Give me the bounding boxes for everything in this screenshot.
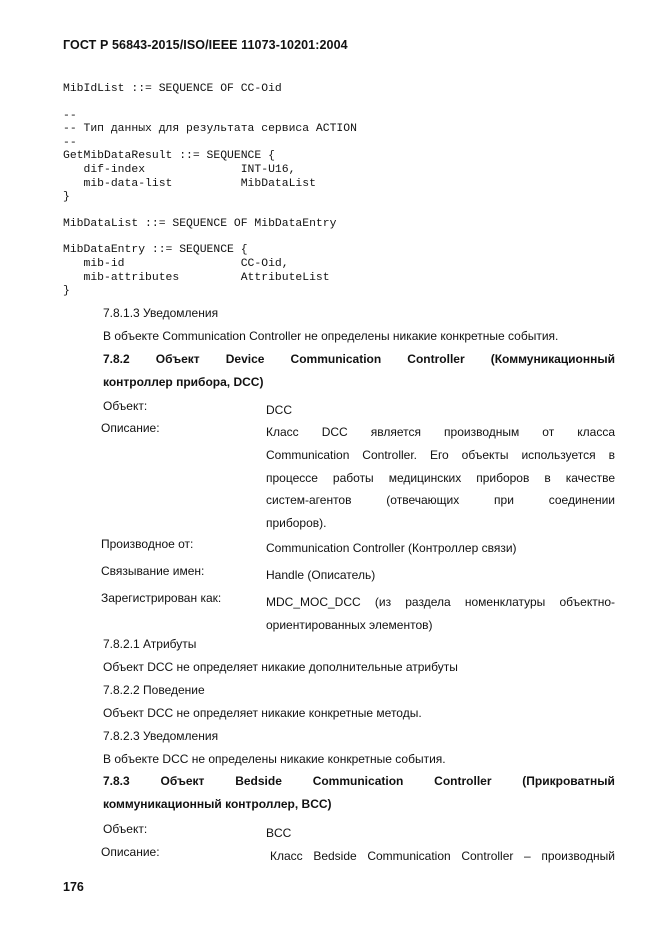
code-line: -- [63,136,77,149]
heading-word: 7.8.3 [103,774,130,788]
paragraph: Объект DCC не определяет никакие конкретные методы. [103,706,422,720]
section-heading-7-8-2 [103,352,615,389]
code-line: MibDataEntry ::= SEQUENCE { [63,244,248,257]
definition-value: Communication Controller (Контроллер связи) [266,541,517,555]
asn1-code-block [63,83,357,299]
definition-value [266,421,615,535]
code-line: -- [63,109,77,122]
heading-word: Объект [160,774,205,788]
section-title-7-8-1-3: 7.8.1.3 Уведомления [103,306,219,320]
definition-value: DCC [266,403,292,417]
heading-word: Communication [312,774,404,788]
description-line: систем-агентов (отвечающих при соединении [266,493,615,508]
heading-word: 7.8.2 [103,352,130,366]
code-line: dif-index INT-U16, [63,163,296,176]
heading-line [103,352,615,375]
heading-word: Device [225,352,265,366]
definition-label: Объект: [103,822,148,836]
code-line: mib-id CC-Oid, [63,257,289,270]
definition-label: Описание: [101,845,160,859]
heading-word: Объект [155,352,200,366]
document-header: ГОСТ Р 56843-2015/ISO/IEEE 11073-10201:2004 [63,38,348,52]
paragraph: В объекте DCC не определены никакие конкретные события. [103,752,446,766]
code-line: -- Тип данных для результата сервиса ACTION [63,123,357,136]
definition-value [266,845,615,868]
heading-word: Communication [290,352,382,366]
definition-value: Handle (Описатель) [266,568,376,582]
description-line: Класс DCC является производным от класса [266,425,615,439]
heading-word: Controller [434,774,492,788]
code-line: mib-attributes AttributeList [63,271,330,284]
paragraph: Объект DCC не определяет никакие дополнительные атрибуты [103,660,458,674]
code-line [63,97,357,110]
description-line: Communication Controller. Его объекты используется в [266,447,615,462]
heading-line [103,774,615,797]
definition-label: Описание: [101,421,160,435]
description-line: Класс Bedside Communication Controller – производный [270,849,615,863]
code-line: MibIdList ::= SEQUENCE OF CC-Oid [63,83,282,95]
section-title-7-8-2-2: 7.8.2.2 Поведение [103,683,205,697]
code-line: } [63,285,70,298]
code-line [63,231,357,244]
heading-word: (Коммуникационный [490,352,615,366]
heading-line: контроллер прибора, DCC) [103,375,264,389]
definition-label: Производное от: [101,537,194,551]
section-title-7-8-2-3: 7.8.2.3 Уведомления [103,729,219,743]
definition-value [266,591,615,637]
heading-word: Controller [407,352,465,366]
section-heading-7-8-3 [103,774,615,811]
heading-line: коммуникационный контроллер, BCC) [103,797,332,811]
definition-value: BCC [266,826,292,840]
code-line: GetMibDataResult ::= SEQUENCE { [63,150,275,163]
registered-line: MDC_MOC_DCC (из раздела номенклатуры объектно- [266,595,615,609]
definition-label: Объект: [103,399,148,413]
code-line [63,205,357,218]
code-line: MibDataList ::= SEQUENCE OF MibDataEntry [63,217,337,230]
heading-word: Bedside [235,774,282,788]
description-line: приборов). [266,516,327,531]
section-title-7-8-2-1: 7.8.2.1 Атрибуты [103,637,197,651]
registered-line: ориентированных элементов) [266,617,433,632]
code-line: mib-data-list MibDataList [63,177,316,190]
definition-label: Зарегистрирован как: [101,591,222,605]
description-line: процессе работы медицинских приборов в качестве [266,470,615,485]
paragraph: В объекте Communication Controller не определены никакие конкретные события. [103,329,559,343]
definition-label: Связывание имен: [101,564,205,578]
page-number: 176 [63,880,84,894]
heading-word: (Прикроватный [522,774,615,788]
code-line: } [63,191,70,204]
